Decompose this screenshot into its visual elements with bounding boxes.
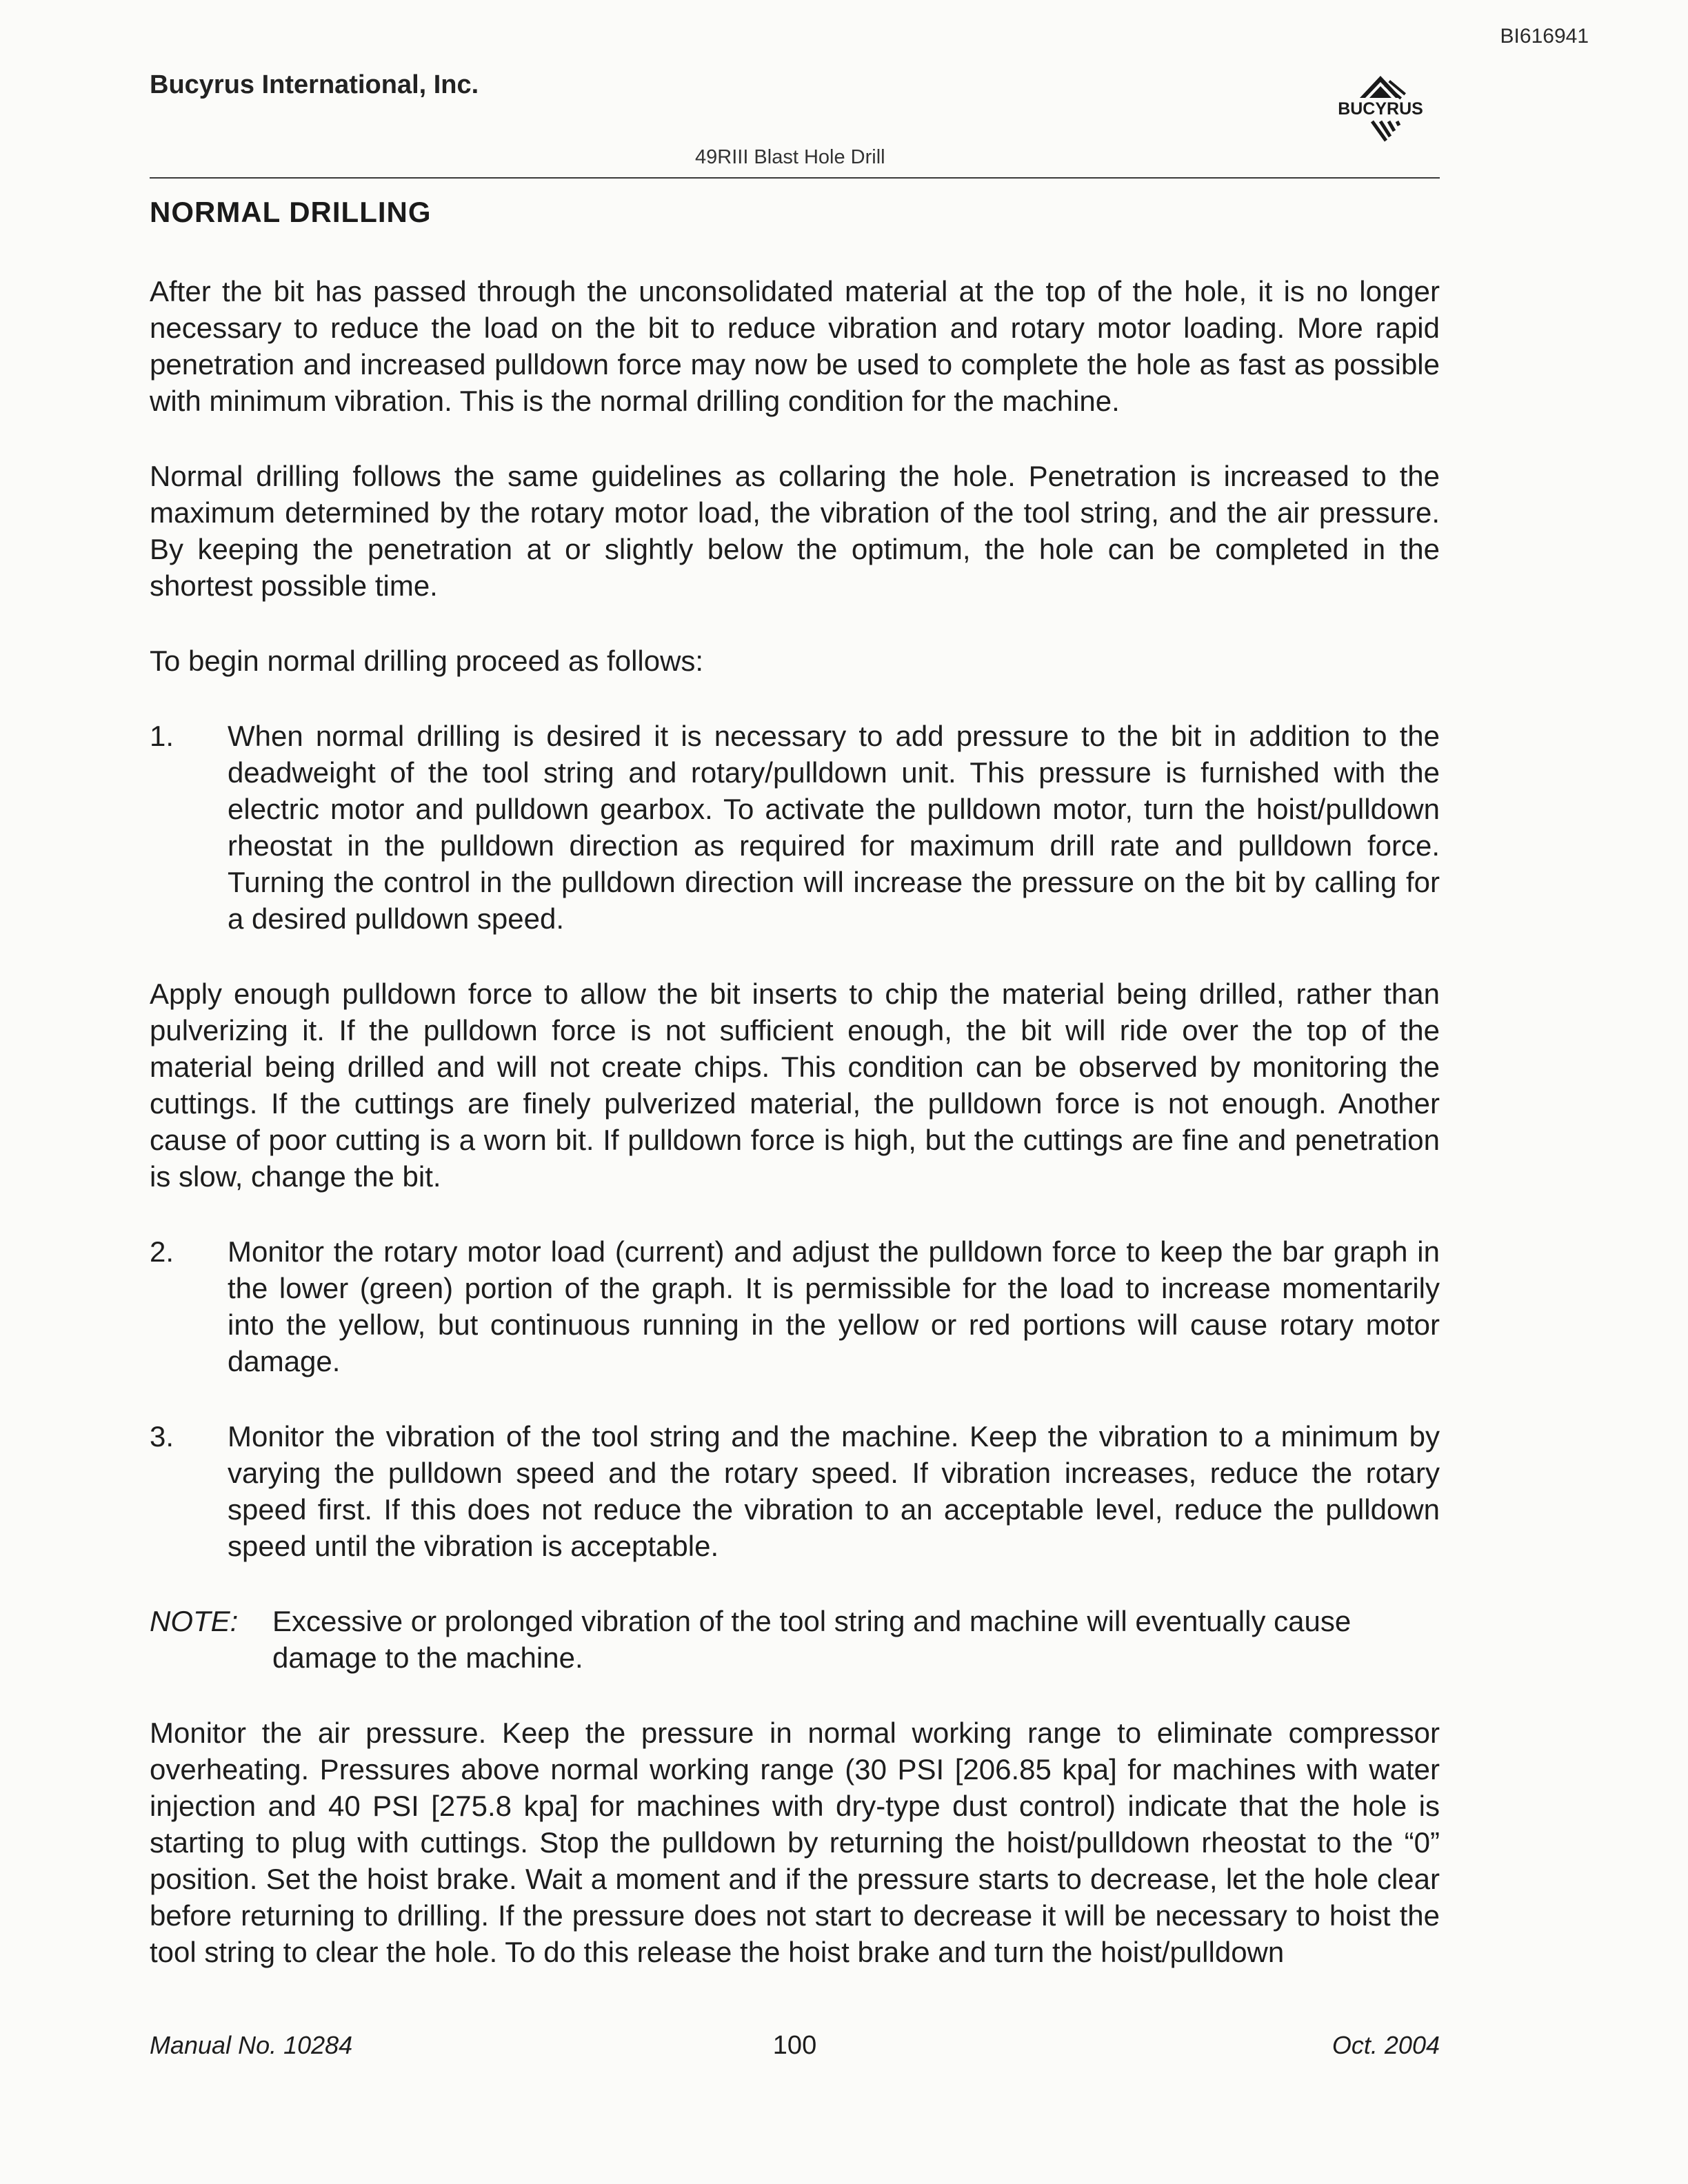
paragraph-procedure-intro: To begin normal drilling proceed as follows: bbox=[150, 645, 704, 677]
page-footer bbox=[150, 2031, 1440, 2065]
paragraph-intro: After the bit has passed through the unconsolidated material at the top of the hole, it is no longer necessary to reduce the load on the bit to reduce vibration and rotary motor loading. More rapid penetration and increased pulldown force may now be used to complete the hole as fast as possible with minimum vibration. This is the normal drilling condition for the machine. bbox=[150, 275, 1440, 417]
step-number: 1. bbox=[150, 720, 174, 752]
note-block bbox=[150, 1603, 1440, 1676]
section-title: NORMAL DRILLING bbox=[150, 196, 432, 228]
step-item bbox=[150, 1418, 1440, 1564]
bucyrus-logo bbox=[1318, 72, 1443, 154]
footer-date: Oct. 2004 bbox=[1332, 2031, 1440, 2059]
footer-page-number: 100 bbox=[772, 2031, 817, 2060]
step-number: 3. bbox=[150, 1420, 174, 1453]
document-id: BI616941 bbox=[1500, 25, 1589, 48]
step-text: Monitor the vibration of the tool string and the machine. Keep the vibration to a minimum by varying the pulldown speed and the rotary speed. If vibration increases, reduce the rotary speed first. If this does not reduce the vibration to an acceptable level, reduce the pulldown speed until the vibration is acceptable. bbox=[228, 1420, 1440, 1562]
paragraph-pulldown-force: Apply enough pulldown force to allow the bit inserts to chip the material being drilled, rather than pulverizing it. If the pulldown force is not sufficient enough, the bit will ride over the top of the material being drilled and will not create chips. This condition can be observed by monitoring the cuttings. If the cuttings are finely pulverized material, the pulldown force is not enough. Another cause of poor cutting is a worn bit. If pulldown force is high, but the cuttings are fine and penetration is slow, change the bit. bbox=[150, 978, 1440, 1193]
logo-mountain-icon bbox=[1360, 76, 1406, 99]
logo-wordmark: BUCYRUS bbox=[1338, 99, 1423, 119]
step-item bbox=[150, 1233, 1440, 1379]
logo-rays-icon bbox=[1372, 121, 1399, 141]
note-label: NOTE: bbox=[150, 1605, 239, 1637]
paragraph-air-pressure: Monitor the air pressure. Keep the pressure in normal working range to eliminate compressor overheating. Pressures above normal working range (30 PSI [206.85 kpa] for machines with water injection and 40 PSI [275.8 kpa] for machines with dry-type dust control) indicate that the hole is starting to plug with cuttings. Stop the pulldown by returning the hoist/pulldown rheostat to the “0” position. Set the hoist brake. Wait a moment and if the pressure starts to decrease, let the hole clear before returning to drilling. If the pressure does not start to decrease it will be necessary to hoist the tool string to clear the hole. To do this release the hoist brake and turn the hoist/pulldown bbox=[150, 1717, 1440, 1968]
note-text: Excessive or prolonged vibration of the tool string and machine will eventually cause damage to the machine. bbox=[272, 1605, 1352, 1674]
step-text: Monitor the rotary motor load (current) and adjust the pulldown force to keep the bar graph in the lower (green) portion of the graph. It is permissible for the load to increase momentarily into the yellow, but continuous running in the yellow or red portions will cause rotary motor damage. bbox=[228, 1235, 1440, 1377]
step-text: When normal drilling is desired it is necessary to add pressure to the bit in addition to the deadweight of the tool string and rotary/pulldown unit. This pressure is furnished with the electric motor and pulldown gearbox. To activate the pulldown motor, turn the hoist/pulldown rheostat in the pulldown direction as required for maximum drill rate and pulldown force. Turning the control in the pulldown direction will increase the pressure on the bit by calling for a desired pulldown speed. bbox=[228, 720, 1440, 935]
step-item bbox=[150, 718, 1440, 937]
page-content bbox=[150, 273, 1440, 2009]
header-rule bbox=[150, 177, 1440, 179]
document-subtitle: 49RIII Blast Hole Drill bbox=[695, 146, 885, 168]
paragraph-guidelines: Normal drilling follows the same guidelines as collaring the hole. Penetration is increased to the maximum determined by the rotary motor load, the vibration of the tool string, and the air pressure. By keeping the penetration at or slightly below the optimum, the hole can be completed in the shortest possible time. bbox=[150, 460, 1440, 602]
step-number: 2. bbox=[150, 1235, 174, 1268]
company-name: Bucyrus International, Inc. bbox=[150, 70, 479, 99]
footer-manual-number: Manual No. 10284 bbox=[150, 2031, 353, 2059]
